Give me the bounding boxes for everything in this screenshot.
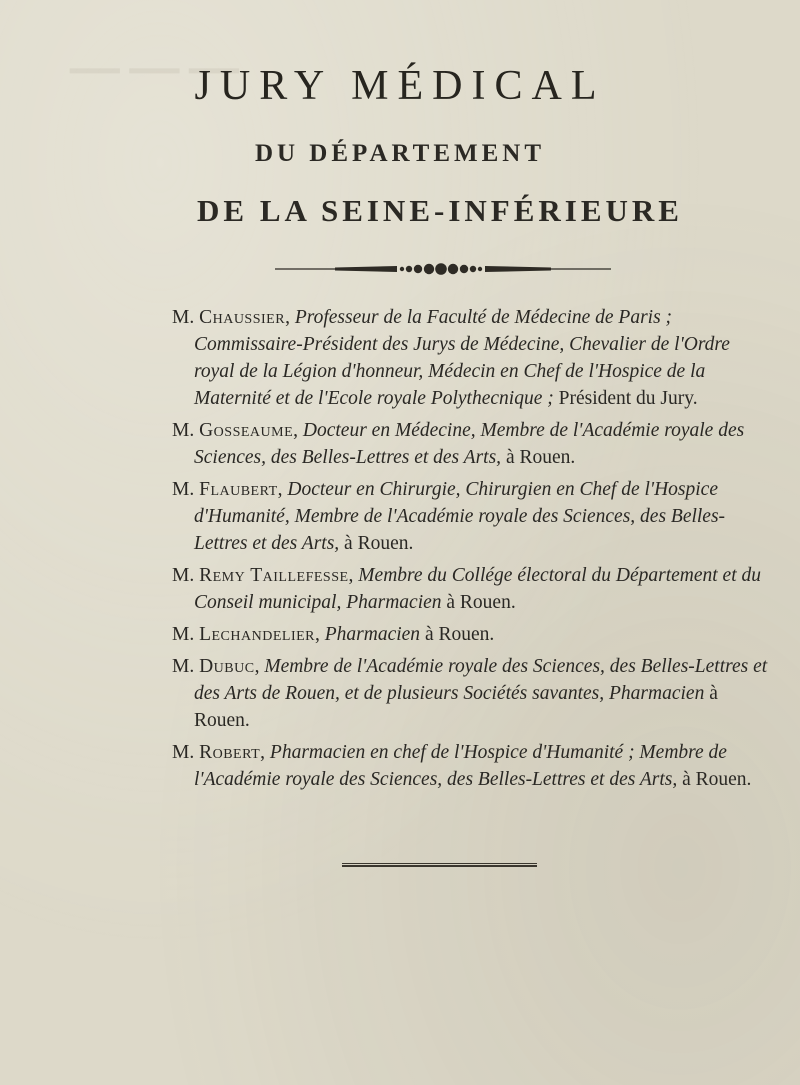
member-tail: à Rouen. bbox=[339, 533, 414, 554]
jury-member-list bbox=[172, 304, 772, 798]
member-prefix: M. bbox=[172, 565, 200, 586]
member-separator: , bbox=[254, 656, 265, 677]
title-jury-medical: JURY MÉDICAL bbox=[194, 63, 606, 109]
member-name: Gosseaume bbox=[199, 420, 294, 441]
closing-double-rule bbox=[342, 862, 537, 868]
member-separator: , bbox=[293, 420, 303, 441]
member-name: Flaubert bbox=[199, 479, 278, 500]
ornamental-divider bbox=[275, 258, 611, 280]
member-entry-dubuc bbox=[172, 653, 772, 734]
member-tail: Président du Jury. bbox=[553, 388, 698, 409]
member-name: Chaussier bbox=[199, 307, 286, 328]
title-departement: DU DÉPARTEMENT bbox=[254, 140, 546, 167]
member-description: Pharmacien bbox=[324, 624, 421, 645]
member-entry-lechandelier bbox=[172, 621, 772, 648]
member-tail: à Rouen. bbox=[677, 769, 752, 790]
member-prefix: M. bbox=[172, 420, 200, 441]
member-prefix: M. bbox=[172, 307, 200, 328]
member-name: Lechandelier bbox=[199, 624, 315, 645]
member-entry-gosseaume bbox=[172, 417, 772, 471]
member-tail: à Rouen. bbox=[194, 683, 718, 731]
member-description: Membre de l'Académie royale des Sciences, des Belles-Lettres et des Arts de Rouen, et de plusieurs Sociétés savantes, Pharmacien bbox=[194, 656, 768, 704]
member-description: Professeur de la Faculté de Médecine de Paris ; Commissaire-Président des Jurys de Médecine, Chevalier de l'Ordre royal de la Légion d'honneur, Médecin en Chef de l'Hospice de la Maternité et de l'Ecole royale Polythecnique ; bbox=[194, 307, 730, 409]
member-name: Remy Taillefesse bbox=[199, 565, 349, 586]
member-description: Docteur en Chirurgie, Chirurgien en Chef de l'Hospice d'Humanité, Membre de l'Académie royale des Sciences, des Belles-Lettres et des Arts, bbox=[194, 479, 726, 554]
member-prefix: M. bbox=[172, 656, 200, 677]
bleed-through-texture: ─── bbox=[60, 31, 239, 108]
member-description: Docteur en Médecine, Membre de l'Académie royale des Sciences, des Belles-Lettres et des Arts, bbox=[194, 420, 745, 468]
member-name: Robert bbox=[199, 742, 261, 763]
member-separator: , bbox=[315, 624, 325, 645]
member-tail: à Rouen. bbox=[501, 447, 576, 468]
member-description: Pharmacien en chef de l'Hospice d'Humanité ; Membre de l'Académie royale des Sciences, des Belles-Lettres et des Arts, bbox=[194, 742, 727, 790]
member-entry-taillefesse bbox=[172, 562, 772, 616]
member-prefix: M. bbox=[172, 624, 200, 645]
title-seine-inferieure: DE LA SEINE-INFÉRIEURE bbox=[197, 193, 683, 228]
member-entry-flaubert bbox=[172, 476, 772, 557]
member-name: Dubuc bbox=[199, 656, 255, 677]
member-separator: , bbox=[348, 565, 359, 586]
member-tail: à Rouen. bbox=[420, 624, 495, 645]
member-separator: , bbox=[277, 479, 288, 500]
member-separator: , bbox=[260, 742, 270, 763]
member-entry-robert bbox=[172, 739, 772, 793]
member-separator: , bbox=[285, 307, 295, 328]
member-prefix: M. bbox=[172, 742, 200, 763]
member-entry-chaussier bbox=[172, 304, 772, 412]
member-description: Membre du Collége électoral du Département et du Conseil municipal, Pharmacien bbox=[194, 565, 762, 613]
member-prefix: M. bbox=[172, 479, 200, 500]
member-tail: à Rouen. bbox=[441, 592, 516, 613]
